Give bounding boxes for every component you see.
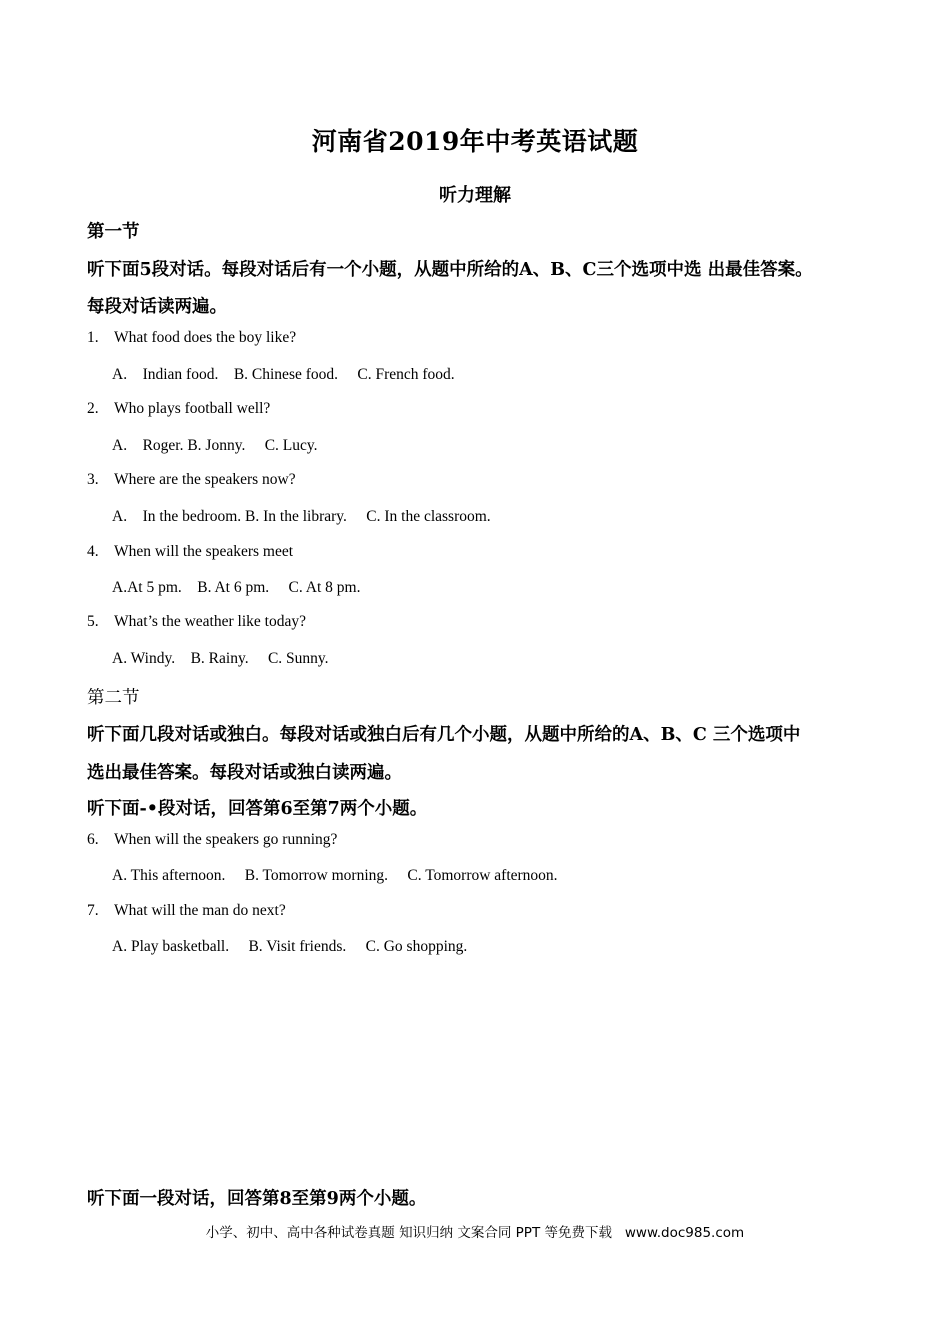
question-7	[87, 902, 286, 920]
section1-heading: 第一节	[87, 222, 140, 242]
section1-instruction-line1: 听下面5段对话。每段对话后有一个小题，从题中所给的A、B、C三个选项中选 出最佳答案。	[87, 260, 813, 280]
section-title-listening: 听力理解	[439, 185, 511, 206]
page-footer: 小学、初中、高中各种试卷真题 知识归纳 文案合同 PPT 等免费下载 www.doc985.com	[205, 1225, 745, 1241]
question-2-options: A. Roger. B. Jonny. C. Lucy.	[112, 437, 318, 454]
question-6-options: A. This afternoon. B. Tomorrow morning. C. Tomorrow afternoon.	[112, 867, 558, 884]
dialogue-group-2-instruction: 听下面一段对话，回答第8至第9两个小题。	[87, 1189, 427, 1209]
question-text: What will the man do next?	[114, 902, 286, 919]
question-7-options: A. Play basketball. B. Visit friends. C. Go shopping.	[112, 938, 468, 955]
question-text: When will the speakers meet	[114, 543, 294, 560]
question-number: 4.	[87, 543, 99, 560]
question-4-options: A.At 5 pm. B. At 6 pm. C. At 8 pm.	[112, 579, 361, 596]
section1-instruction-line2: 每段对话读两遍。	[87, 297, 227, 317]
question-3	[87, 471, 296, 489]
question-6	[87, 831, 337, 849]
question-5-options: A. Windy. B. Rainy. C. Sunny.	[112, 650, 329, 667]
question-text: What food does the boy like?	[114, 329, 297, 346]
section2-heading: 第二节	[87, 688, 140, 708]
question-4	[87, 543, 293, 561]
question-number: 1.	[87, 329, 99, 346]
question-number: 6.	[87, 831, 99, 848]
question-text: Where are the speakers now?	[114, 471, 296, 488]
question-5	[87, 613, 306, 631]
section2-instruction-line1: 听下面几段对话或独白。每段对话或独白后有几个小题，从题中所给的A、B、C 三个选项中	[87, 725, 801, 745]
question-number: 7.	[87, 902, 99, 919]
page-title: 河南省2019年中考英语试题	[311, 127, 639, 156]
question-number: 2.	[87, 400, 99, 417]
dialogue-group-1-instruction: 听下面-•段对话，回答第6至第7两个小题。	[87, 799, 428, 819]
section2-instruction-line2: 选出最佳答案。每段对话或独白读两遍。	[87, 763, 402, 783]
question-number: 3.	[87, 471, 99, 488]
question-2	[87, 400, 270, 418]
question-text: Who plays football well?	[114, 400, 271, 417]
question-3-options: A. In the bedroom. B. In the library. C. In the classroom.	[112, 508, 491, 525]
question-text: When will the speakers go running?	[114, 831, 338, 848]
question-1-options: A. Indian food. B. Chinese food. C. French food.	[112, 366, 455, 383]
question-text: What’s the weather like today?	[114, 613, 306, 630]
question-1	[87, 329, 296, 347]
question-number: 5.	[87, 613, 99, 630]
